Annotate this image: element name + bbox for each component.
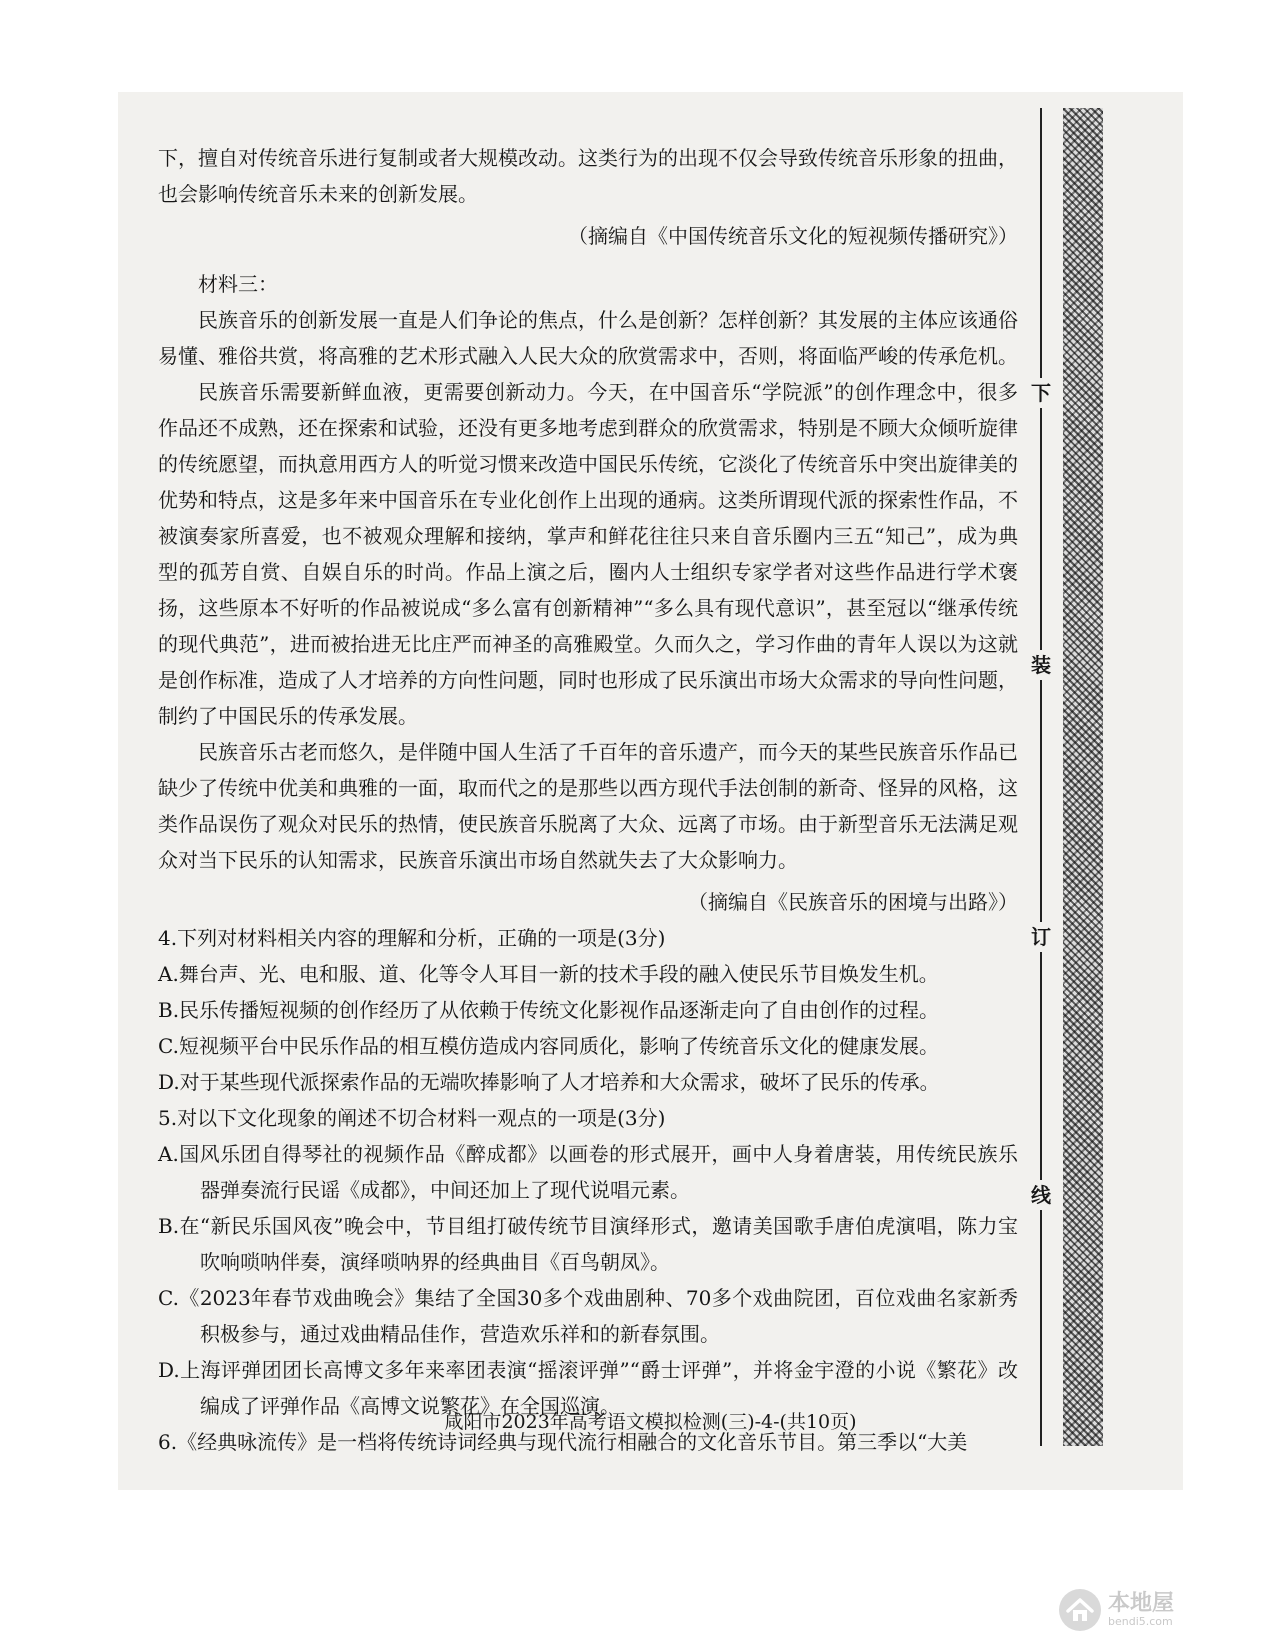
continuation-paragraph: 下，擅自对传统音乐进行复制或者大规模改动。这类行为的出现不仅会导致传统音乐形象的扭曲，也会影响传统音乐未来的创新发展。 (158, 146, 1018, 206)
watermark-name: 本地屋 (1108, 1591, 1175, 1616)
watermark-text (1108, 1592, 1174, 1628)
hatched-binding-margin (1063, 108, 1103, 1446)
binding-mark-ding: 订 (1026, 922, 1056, 952)
question-5-option-d: D.上海评弹团团长高博文多年来率团表演“摇滚评弹”“爵士评弹”，并将金宇澄的小说《繁花》改编成了评弹作品《高博文说繁花》在全国巡演。 (158, 1358, 1018, 1418)
house-icon (1058, 1588, 1102, 1632)
material-3-paragraph: 民族音乐的创新发展一直是人们争论的焦点，什么是创新？怎样创新？其发展的主体应该通俗易懂、雅俗共赏，将高雅的艺术形式融入人民大众的欣赏需求中，否则，将面临严峻的传承危机。 (158, 308, 1018, 368)
question-5-option-b: B.在“新民乐国风夜”晚会中，节目组打破传统节目演绎形式，邀请美国歌手唐伯虎演唱，陈力宝吹响唢呐伴奏，演绎唢呐界的经典曲目《百鸟朝凤》。 (158, 1214, 1018, 1274)
question-4-stem: 4.下列对材料相关内容的理解和分析，正确的一项是(3分) (158, 926, 666, 950)
question-5-option-a: A.国风乐团自得琴社的视频作品《醉成都》以画卷的形式展开，画中人身着唐装，用传统民族乐器弹奏流行民谣《成都》，中间还加上了现代说唱元素。 (158, 1142, 1018, 1202)
material-3-paragraph: 民族音乐古老而悠久，是伴随中国人生活了千百年的音乐遗产，而今天的某些民族音乐作品已缺少了传统中优美和典雅的一面，取而代之的是那些以西方现代手法创制的新奇、怪异的风格，这类作品误伤了观众对民乐的热情，使民族音乐脱离了大众、远离了市场。由于新型音乐无法满足观众对当下民乐的认知需求，民族音乐演出市场自然就失去了大众影响力。 (158, 740, 1018, 872)
watermark-url: bendi5.com (1108, 1615, 1173, 1628)
binding-mark-zhuang: 装 (1026, 650, 1056, 680)
question-4-option-a: A.舞台声、光、电和服、道、化等令人耳目一新的技术手段的融入使民乐节目焕发生机。 (158, 962, 939, 986)
question-6-stem: 6.《经典咏流传》是一档将传统诗词经典与现代流行相融合的文化音乐节目。第三季以“大美 (158, 1430, 968, 1454)
question-4-option-b: B.民乐传播短视频的创作经历了从依赖于传统文化影视作品逐渐走向了自由创作的过程。 (158, 998, 940, 1022)
page-footer: 咸阳市2023年高考语文模拟检测(三)-4-(共10页) (444, 1411, 857, 1433)
binding-mark-xian: 线 (1026, 1180, 1056, 1210)
question-4-option-c: C.短视频平台中民乐作品的相互模仿造成内容同质化，影响了传统音乐文化的健康发展。 (158, 1034, 939, 1058)
question-5-stem: 5.对以下文化现象的阐述不切合材料一观点的一项是(3分) (158, 1106, 666, 1130)
source-citation-2: （摘编自《中国传统音乐文化的短视频传播研究》） (568, 224, 1018, 248)
material-3-heading: 材料三： (198, 272, 278, 296)
exam-text (158, 140, 1018, 1460)
source-citation-3: （摘编自《民族音乐的困境与出路》） (688, 890, 1018, 914)
binding-mark-xia: 下 (1026, 378, 1056, 408)
binding-line (1040, 108, 1042, 1446)
question-4-option-d: D.对于某些现代派探索作品的无端吹捧影响了人才培养和大众需求，破坏了民乐的传承。 (158, 1070, 940, 1094)
watermark (1058, 1585, 1174, 1635)
material-3-paragraph: 民族音乐需要新鲜血液，更需要创新动力。今天，在中国音乐“学院派”的创作理念中，很多作品还不成熟，还在探索和试验，还没有更多地考虑到群众的欣赏需求，特别是不顾大众倾听旋律的传统愿望，而执意用西方人的听觉习惯来改造中国民乐传统，它淡化了传统音乐中突出旋律美的优势和特点，这是多年来中国音乐在专业化创作上出现的通病。这类所谓现代派的探索性作品，不被演奏家所喜爱，也不被观众理解和接纳，掌声和鲜花往往只来自音乐圈内三五“知己”，成为典型的孤芳自赏、自娱自乐的时尚。作品上演之后，圈内人士组织专家学者对这些作品进行学术褒扬，这些原本不好听的作品被说成“多么富有创新精神”“多么具有现代意识”，甚至冠以“继承传统的现代典范”，进而被抬进无比庄严而神圣的高雅殿堂。久而久之，学习作曲的青年人误以为这就是创作标准，造成了人才培养的方向性问题，同时也形成了民乐演出市场大众需求的导向性问题，制约了中国民乐的传承发展。 (158, 380, 1018, 728)
question-5-option-c: C.《2023年春节戏曲晚会》集结了全国30多个戏曲剧种、70多个戏曲院团，百位戏曲名家新秀积极参与，通过戏曲精品佳作，营造欢乐祥和的新春氛围。 (158, 1286, 1018, 1346)
